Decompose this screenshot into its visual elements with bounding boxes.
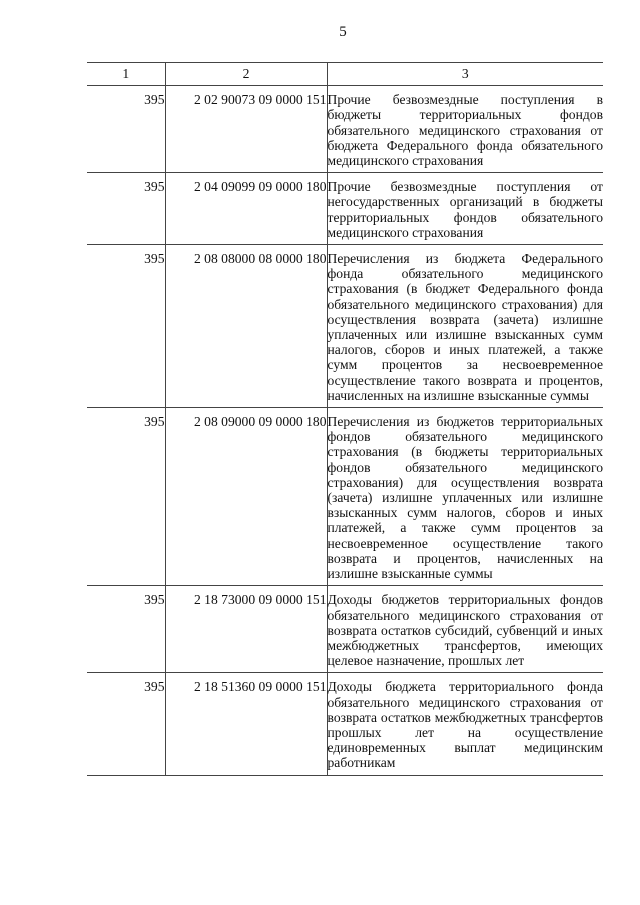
table-row [87,245,603,408]
budget-code-cell: 2 08 09000 09 0000 180 [165,408,327,586]
admin-code-cell: 395 [87,408,165,586]
income-name-cell: Перечисления из бюджета Федерального фонда обязательного медицинского страхования (в бюджет Федерального фонда обязательного медицинского страхования) для осуществления возврата (зачета) излишне уплаченных или излишне взысканных сумм налогов, сборов и иных платежей, а также сумм процентов за несвоевременное осуществление такого возврата и процентов, начисленных на излишне взысканные суммы [327,245,603,408]
table-row [87,408,603,586]
income-name-cell: Прочие безвозмездные поступления в бюджеты территориальных фондов обязательного медицинского страхования от бюджета Федерального фонда обязательного медицинского страхования [327,86,603,173]
budget-classification-table [87,62,603,776]
page-number: 5 [339,24,347,40]
budget-code-cell: 2 02 90073 09 0000 151 [165,86,327,173]
budget-code-cell: 2 18 51360 09 0000 151 [165,673,327,775]
admin-code-cell: 395 [87,245,165,408]
budget-code-cell: 2 18 73000 09 0000 151 [165,586,327,673]
admin-code-cell: 395 [87,586,165,673]
table-row [87,173,603,245]
table-header-row [87,63,603,86]
column-header-2: 2 [165,63,327,86]
income-name-cell: Доходы бюджетов территориальных фондов обязательного медицинского страхования от возврата остатков субсидий, субвенций и иных межбюджетных трансфертов, имеющих целевое назначение, прошлых лет [327,586,603,673]
table-row [87,673,603,775]
admin-code-cell: 395 [87,86,165,173]
income-name-cell: Прочие безвозмездные поступления от негосударственных организаций в бюджеты территориальных фондов обязательного медицинского страхования [327,173,603,245]
budget-code-cell: 2 04 09099 09 0000 180 [165,173,327,245]
admin-code-cell: 395 [87,173,165,245]
income-name-cell: Перечисления из бюджетов территориальных фондов обязательного медицинского страхования (в бюджеты территориальных фондов обязательного медицинского страхования) для осуществления возврата (зачета) излишне уплаченных или излишне взысканных сумм налогов, сборов и иных платежей, а также сумм процентов за несвоевременное осуществление такого возврата и процентов, начисленных на излишне взысканные суммы [327,408,603,586]
income-name-cell: Доходы бюджета территориального фонда обязательного медицинского страхования от возврата остатков межбюджетных трансфертов прошлых лет на осуществление единовременных выплат медицинским работникам [327,673,603,775]
table-row [87,86,603,173]
column-header-3: 3 [327,63,603,86]
budget-code-cell: 2 08 08000 08 0000 180 [165,245,327,408]
column-header-1: 1 [87,63,165,86]
table-row [87,586,603,673]
admin-code-cell: 395 [87,673,165,775]
